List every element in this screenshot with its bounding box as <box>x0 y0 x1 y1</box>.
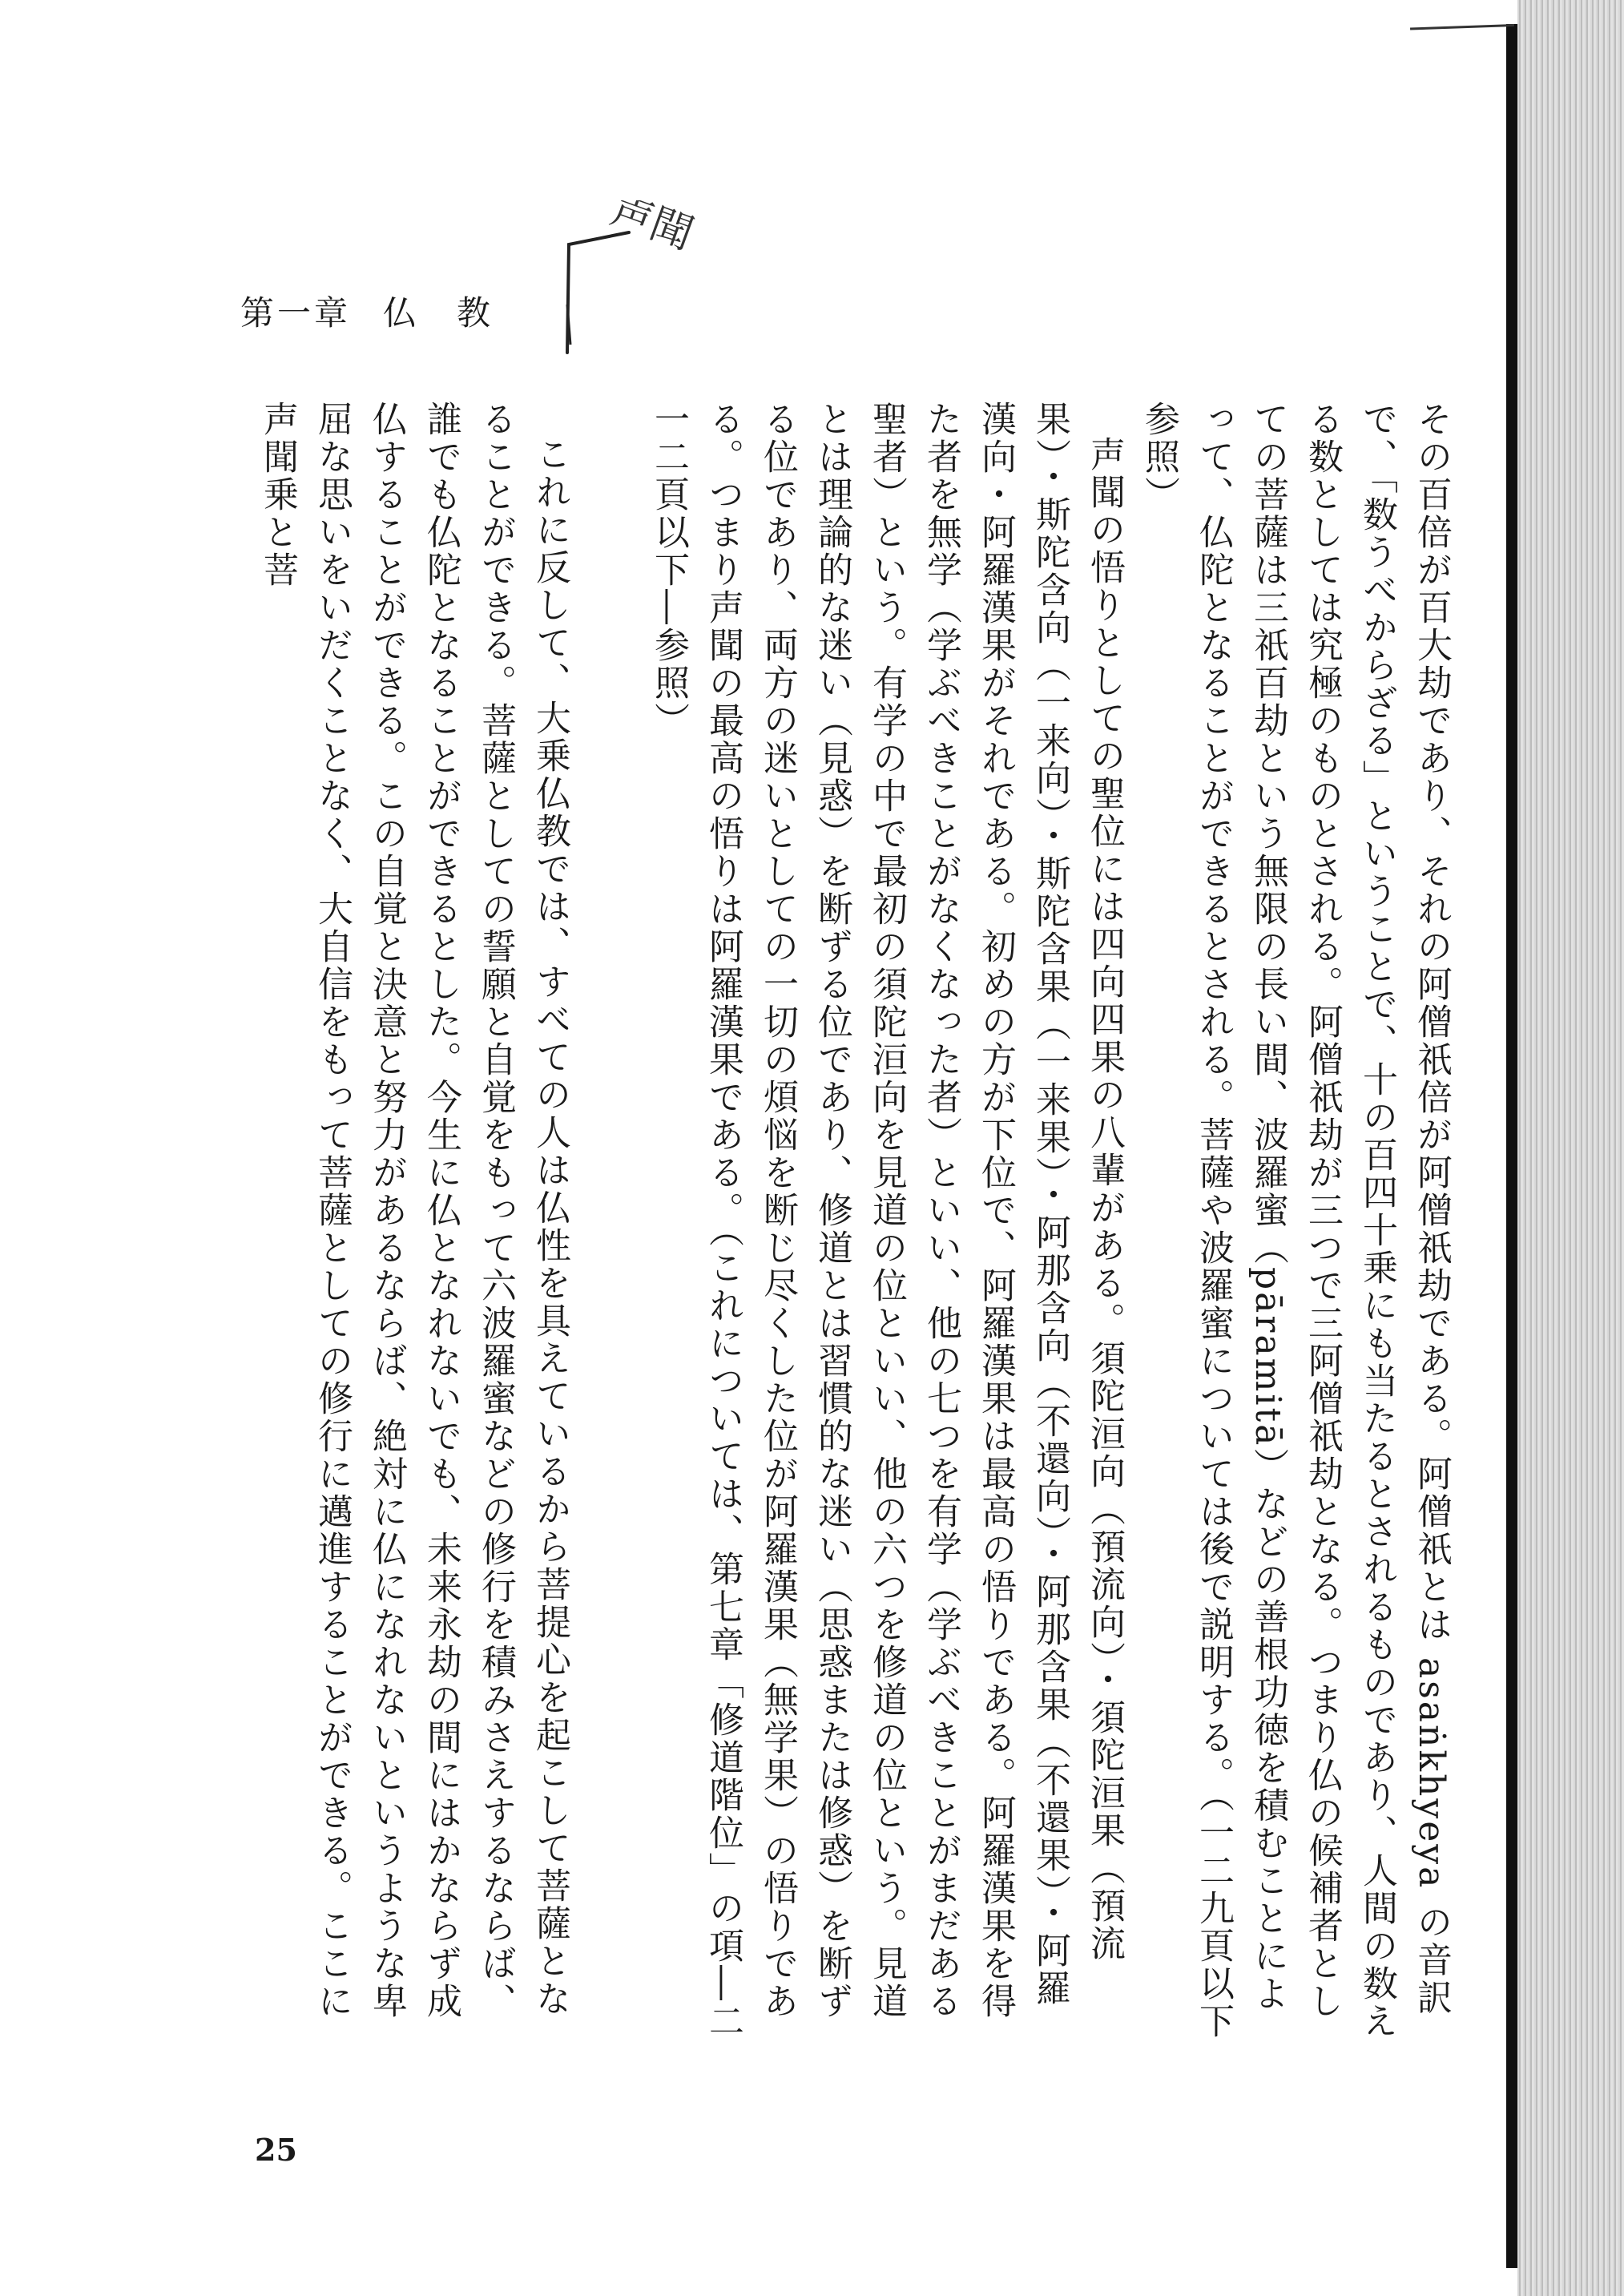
page-number: 25 <box>255 2132 297 2168</box>
paragraph-3: これに反して、大乗仏教では、すべての人は仏性を具えているから菩提心を起こして菩薩となることができる。菩薩としての誓願と自覚をもって六波羅蜜などの修行を積みさえするならば、誰でも仏陀となることができるとした。今生に仏となれないでも、未来永劫の間にはかならず成仏することができる。この自覚と決意と努力があるならば、絶対に仏になれないというような卑屈な思いをいだくことなく、大自信をもって菩薩としての修行に邁進することができる。ここに声聞乗と菩 <box>257 401 570 2020</box>
scanner-top-line <box>1410 24 1514 30</box>
paragraph-1: その百倍が百大劫であり、それの阿僧祇倍が阿僧祇劫である。阿僧祇とは asaṅkhyeya の音訳で、「数うべからざる」ということで、十の百四十乗にも当たるとされるものであり、人間の数える数としては究極のものとされる。阿僧祇劫が三つで三阿僧祇劫となる。つまり仏の候補者としての菩薩は三祇百劫という無限の長い間、波羅蜜（pāramitā）などの善根功徳を積むことによって、仏陀となることができるとされる。菩薩や波羅蜜については後で説明する。（一二九頁以下参照） <box>1138 401 1452 2040</box>
scanner-edge <box>1506 24 1517 2268</box>
scanner-shadow <box>1517 0 1624 2296</box>
chapter-label: 第一章 <box>240 293 352 333</box>
annotation-bracket-icon <box>553 200 721 361</box>
annotation-text: 声聞 <box>604 200 699 260</box>
running-header <box>240 287 494 335</box>
paragraph-2: 声聞の悟りとしての聖位には四向四果の八輩がある。須陀洹向（預流向）・須陀洹果（預流果）・斯陀含向（一来向）・斯陀含果（一来果）・阿那含向（不還向）・阿那含果（不還果）・阿羅漢向・阿羅漢果がそれである。初めの方が下位で、阿羅漢果は最高の悟りである。阿羅漢果を得た者を無学（学ぶべきことがなくなった者）といい、他の七つを有学（学ぶべきことがまだある聖者）という。有学の中で最初の須陀洹向を見道の位といい、他の六つを修道の位という。見道とは理論的な迷い（見惑）を断ずる位であり、修道とは習慣的な迷い（思惑または修惑）を断ずる位であり、両方の迷いとしての一切の煩悩を断じ尽くした位が阿羅漢果（無学果）の悟りである。つまり声聞の最高の悟りは阿羅漢果である。（これについては、第七章「修道階位」の項―二一二頁以下―参照） <box>648 401 1125 2040</box>
section-label: 仏 教 <box>383 293 494 333</box>
paragraph-gap <box>577 401 641 2044</box>
vertical-text-body <box>200 401 1458 2044</box>
handwritten-annotation <box>553 200 721 361</box>
